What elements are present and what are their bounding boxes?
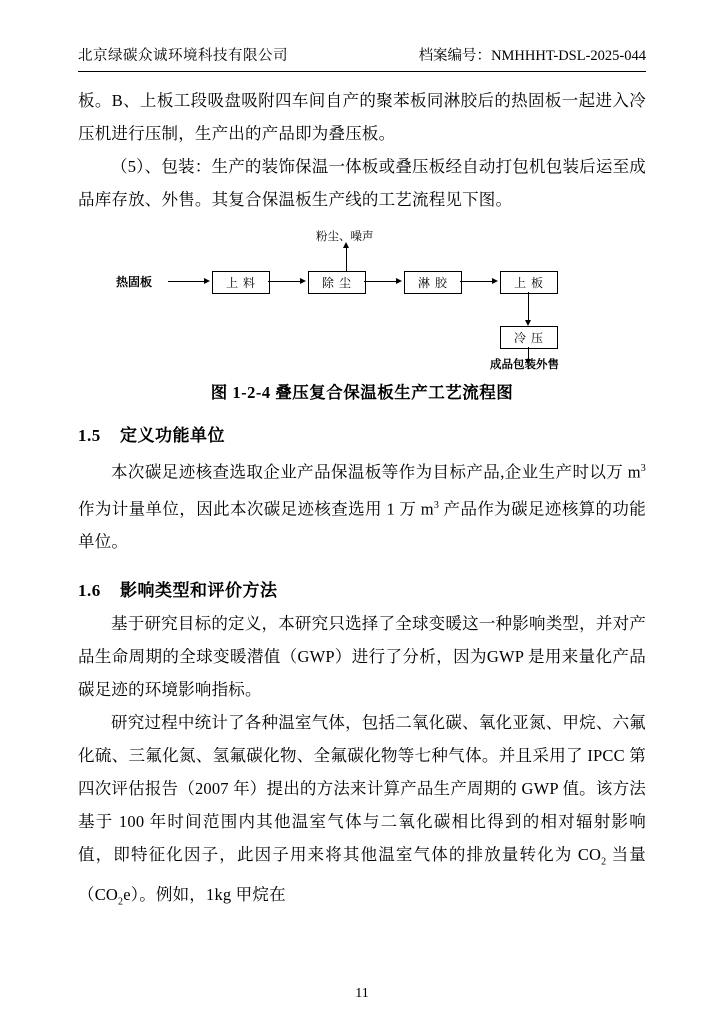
paragraph-3-part-a: 本次碳足迹核查选取企业产品保温板等作为目标产品,企业生产时以万 m xyxy=(111,462,641,482)
flow-line-emission xyxy=(346,246,347,272)
paragraph-3-part-b: 作为计量单位，因此本次碳足迹核查选用 1 万 m xyxy=(78,499,434,518)
page-header xyxy=(78,44,646,72)
flow-line-2 xyxy=(268,281,300,282)
section-title-1-6: 影响类型和评价方法 xyxy=(120,581,278,600)
flow-line-4 xyxy=(460,281,492,282)
section-number-1-5: 1.5 xyxy=(78,426,101,445)
paragraph-4: 基于研究目标的定义，本研究只选择了全球变暖这一种影响类型，并对产品生命周期的全球变暖潜值（GWP）进行了分析，因为GWP 是用来量化产品碳足迹的环境影响指标。 xyxy=(78,614,646,699)
flow-line-1 xyxy=(168,281,204,282)
flow-arrow-2 xyxy=(300,278,306,284)
flow-arrow-1 xyxy=(204,278,210,284)
flow-node-3: 淋 胶 xyxy=(404,271,462,294)
flow-arrow-emission xyxy=(343,242,349,248)
page-number: 11 xyxy=(355,986,369,1001)
paragraph-5-sub-2: 2 xyxy=(118,896,124,908)
paragraph-5-part-b: 当量（CO xyxy=(78,845,646,905)
header-archive xyxy=(419,44,646,65)
header-archive-code: NMHHHT-DSL-2025-044 xyxy=(491,48,646,64)
page-content xyxy=(78,44,646,994)
header-archive-label: 档案编号： xyxy=(418,48,492,64)
flow-diagram xyxy=(78,228,646,373)
flow-emission-label: 粉尘、噪声 xyxy=(316,231,374,243)
section-heading-1-5 xyxy=(78,421,646,446)
flow-arrow-4 xyxy=(492,278,498,284)
flow-node-1: 上 料 xyxy=(212,271,270,294)
paragraph-5 xyxy=(78,706,646,919)
process-flow-figure xyxy=(78,228,646,373)
flow-arrow-3 xyxy=(396,278,402,284)
paragraph-2: （5）、包装：生产的装饰保温一体板或叠压板经自动打包机包装后运至成品库存放、外售。其复合保温板生产线的工艺流程见下图。 xyxy=(78,157,646,209)
flow-node-4: 上 板 xyxy=(500,271,558,294)
paragraph-5-sub-1: 2 xyxy=(601,856,607,868)
section-title-1-5: 定义功能单位 xyxy=(120,426,225,445)
paragraph-1: 板。B、上板工段吸盘吸附四车间自产的聚苯板同淋胶后的热固板一起进入冷压机进行压制，生产出的产品即为叠压板。 xyxy=(78,91,646,143)
paragraph-3 xyxy=(78,452,646,558)
flow-node-end: 成品包装外售 xyxy=(490,359,559,371)
flow-node-start: 热固板 xyxy=(116,275,153,289)
flow-line-3 xyxy=(364,281,396,282)
flow-line-5 xyxy=(528,292,529,322)
paragraph-5-part-c: e）。例如，1kg 甲烷在 xyxy=(123,885,286,905)
section-heading-1-6 xyxy=(78,576,646,601)
paragraph-3-part-c: 产品作为碳足迹核算的功能单位。 xyxy=(78,499,646,551)
paragraph-3-sup-1: 3 xyxy=(640,463,646,474)
flow-node-2: 除 尘 xyxy=(308,271,366,294)
section-number-1-6: 1.6 xyxy=(78,581,101,600)
figure-caption: 图 1-2-4 叠压复合保温板生产工艺流程图 xyxy=(210,383,514,402)
header-company-name: 北京绿碳众诚环境科技有限公司 xyxy=(78,48,288,64)
paragraph-3-sup-2: 3 xyxy=(433,499,440,511)
paragraph-5-part-a: 研究过程中统计了各种温室气体，包括二氧化碳、氧化亚氮、甲烷、六氟化硫、三氟化氮、氢氟碳化物、全氟碳化物等七种气体。并且采用了 IPCC 第四次评估报告（2007 年）提出的方法来计算产品生产周期的 GWP 值。该方法基于 100 年时间范围内其他温室气体与二氧化碳相比得到的相对辐射影响值，即特征化因子，此因子用来将其他温室气体的排放量转化为 CO xyxy=(78,713,646,864)
flow-node-5: 冷 压 xyxy=(500,326,558,349)
